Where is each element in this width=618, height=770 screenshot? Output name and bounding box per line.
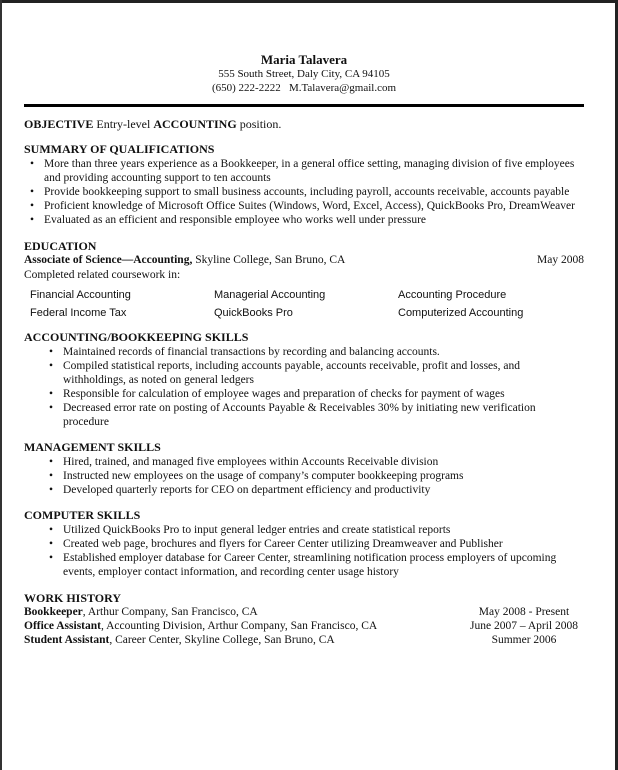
course-item: Accounting Procedure — [398, 289, 507, 301]
course-item: Computerized Accounting — [398, 307, 524, 319]
work-dates: Summer 2006 — [491, 634, 557, 646]
summary-title: SUMMARY OF QUALIFICATIONS — [24, 142, 215, 156]
objective-highlight: ACCOUNTING — [153, 117, 237, 131]
work-row — [24, 605, 584, 619]
list-item: • Proficient knowledge of Microsoft Office Suites (Windows, Word, Excel, Access), QuickBooks Pro, DreamWeaver — [24, 199, 584, 213]
list-item: • Compiled statistical reports, including accounts payable, accounts receivable, profit and losses, and withholdings, as noted on general ledgers — [24, 359, 584, 387]
work-dates: May 2008 - Present — [478, 606, 570, 618]
summary-list — [24, 157, 584, 227]
list-item: • Instructed new employees on the usage of company’s computer bookkeeping programs — [24, 469, 584, 483]
resume-header — [24, 53, 584, 95]
work-detail: , Career Center, Skyline College, San Bruno, CA — [109, 634, 335, 646]
list-item: • Created web page, brochures and flyers for Career Center utilizing Dreamweaver and Publisher — [24, 537, 584, 551]
work-role: Bookkeeper — [24, 606, 83, 618]
work-row — [24, 619, 584, 633]
course-item: QuickBooks Pro — [214, 307, 293, 319]
objective-label: OBJECTIVE — [24, 117, 94, 131]
candidate-address: 555 South Street, Daly City, CA 94105 — [218, 68, 390, 80]
accounting-list — [24, 345, 584, 429]
list-item: • Provide bookkeeping support to small business accounts, including payroll, accounts receivable, accounts payable — [24, 185, 584, 199]
management-title: MANAGEMENT SKILLS — [24, 440, 161, 454]
list-item: • Established employer database for Career Center, streamlining notification process employers of upcoming events, employer contact information, and recording center usage history — [24, 551, 584, 579]
course-item: Financial Accounting — [30, 289, 131, 301]
list-item: • Utilized QuickBooks Pro to input general ledger entries and create statistical reports — [24, 523, 584, 537]
work-role: Student Assistant — [24, 634, 110, 646]
list-item: • Evaluated as an efficient and responsible employee who works well under pressure — [24, 213, 584, 227]
candidate-contact: (650) 222-2222 M.Talavera@gmail.com — [211, 82, 397, 94]
list-item: • Responsible for calculation of employee wages and preparation of checks for payment of wages — [24, 387, 584, 401]
work-dates: June 2007 – April 2008 — [470, 620, 578, 632]
left-border — [0, 0, 2, 770]
computer-list — [24, 523, 584, 579]
work-row — [24, 633, 584, 647]
coursework-grid — [30, 286, 584, 322]
resume-page — [24, 0, 584, 647]
list-item: • More than three years experience as a Bookkeeper, in a general office setting, managing division of five employees and providing accounting support to ten accounts — [24, 157, 584, 185]
list-item: • Developed quarterly reports for CEO on department efficiency and productivity — [24, 483, 584, 497]
work-detail: , Accounting Division, Arthur Company, San Francisco, CA — [100, 620, 378, 632]
education-date: May 2008 — [537, 254, 584, 266]
candidate-name: Maria Talavera — [260, 52, 348, 67]
work-detail: , Arthur Company, San Francisco, CA — [82, 606, 258, 618]
course-item: Federal Income Tax — [30, 307, 127, 319]
work-title: WORK HISTORY — [24, 591, 122, 605]
header-divider — [24, 104, 584, 107]
list-item: • Hired, trained, and managed five employees within Accounts Receivable division — [24, 455, 584, 469]
course-item: Managerial Accounting — [214, 289, 326, 301]
education-title: EDUCATION — [24, 239, 97, 253]
objective-pre: Entry-level — [96, 117, 151, 131]
list-item: • Decreased error rate on posting of Accounts Payable & Receivables 30% by initiating new verification procedure — [24, 401, 584, 429]
objective-post: position. — [239, 117, 282, 131]
management-list — [24, 455, 584, 497]
computer-title: COMPUTER SKILLS — [24, 508, 141, 522]
accounting-title: ACCOUNTING/BOOKKEEPING SKILLS — [24, 330, 249, 344]
objective-line — [24, 117, 584, 131]
coursework-intro: Completed related coursework in: — [24, 269, 181, 281]
list-item: • Maintained records of financial transactions by recording and balancing accounts. — [24, 345, 584, 359]
education-degree-line — [24, 253, 584, 268]
work-role: Office Assistant — [24, 620, 101, 632]
education-school: Skyline College, San Bruno, CA — [195, 254, 346, 266]
education-degree: Associate of Science—Accounting, — [24, 254, 193, 266]
